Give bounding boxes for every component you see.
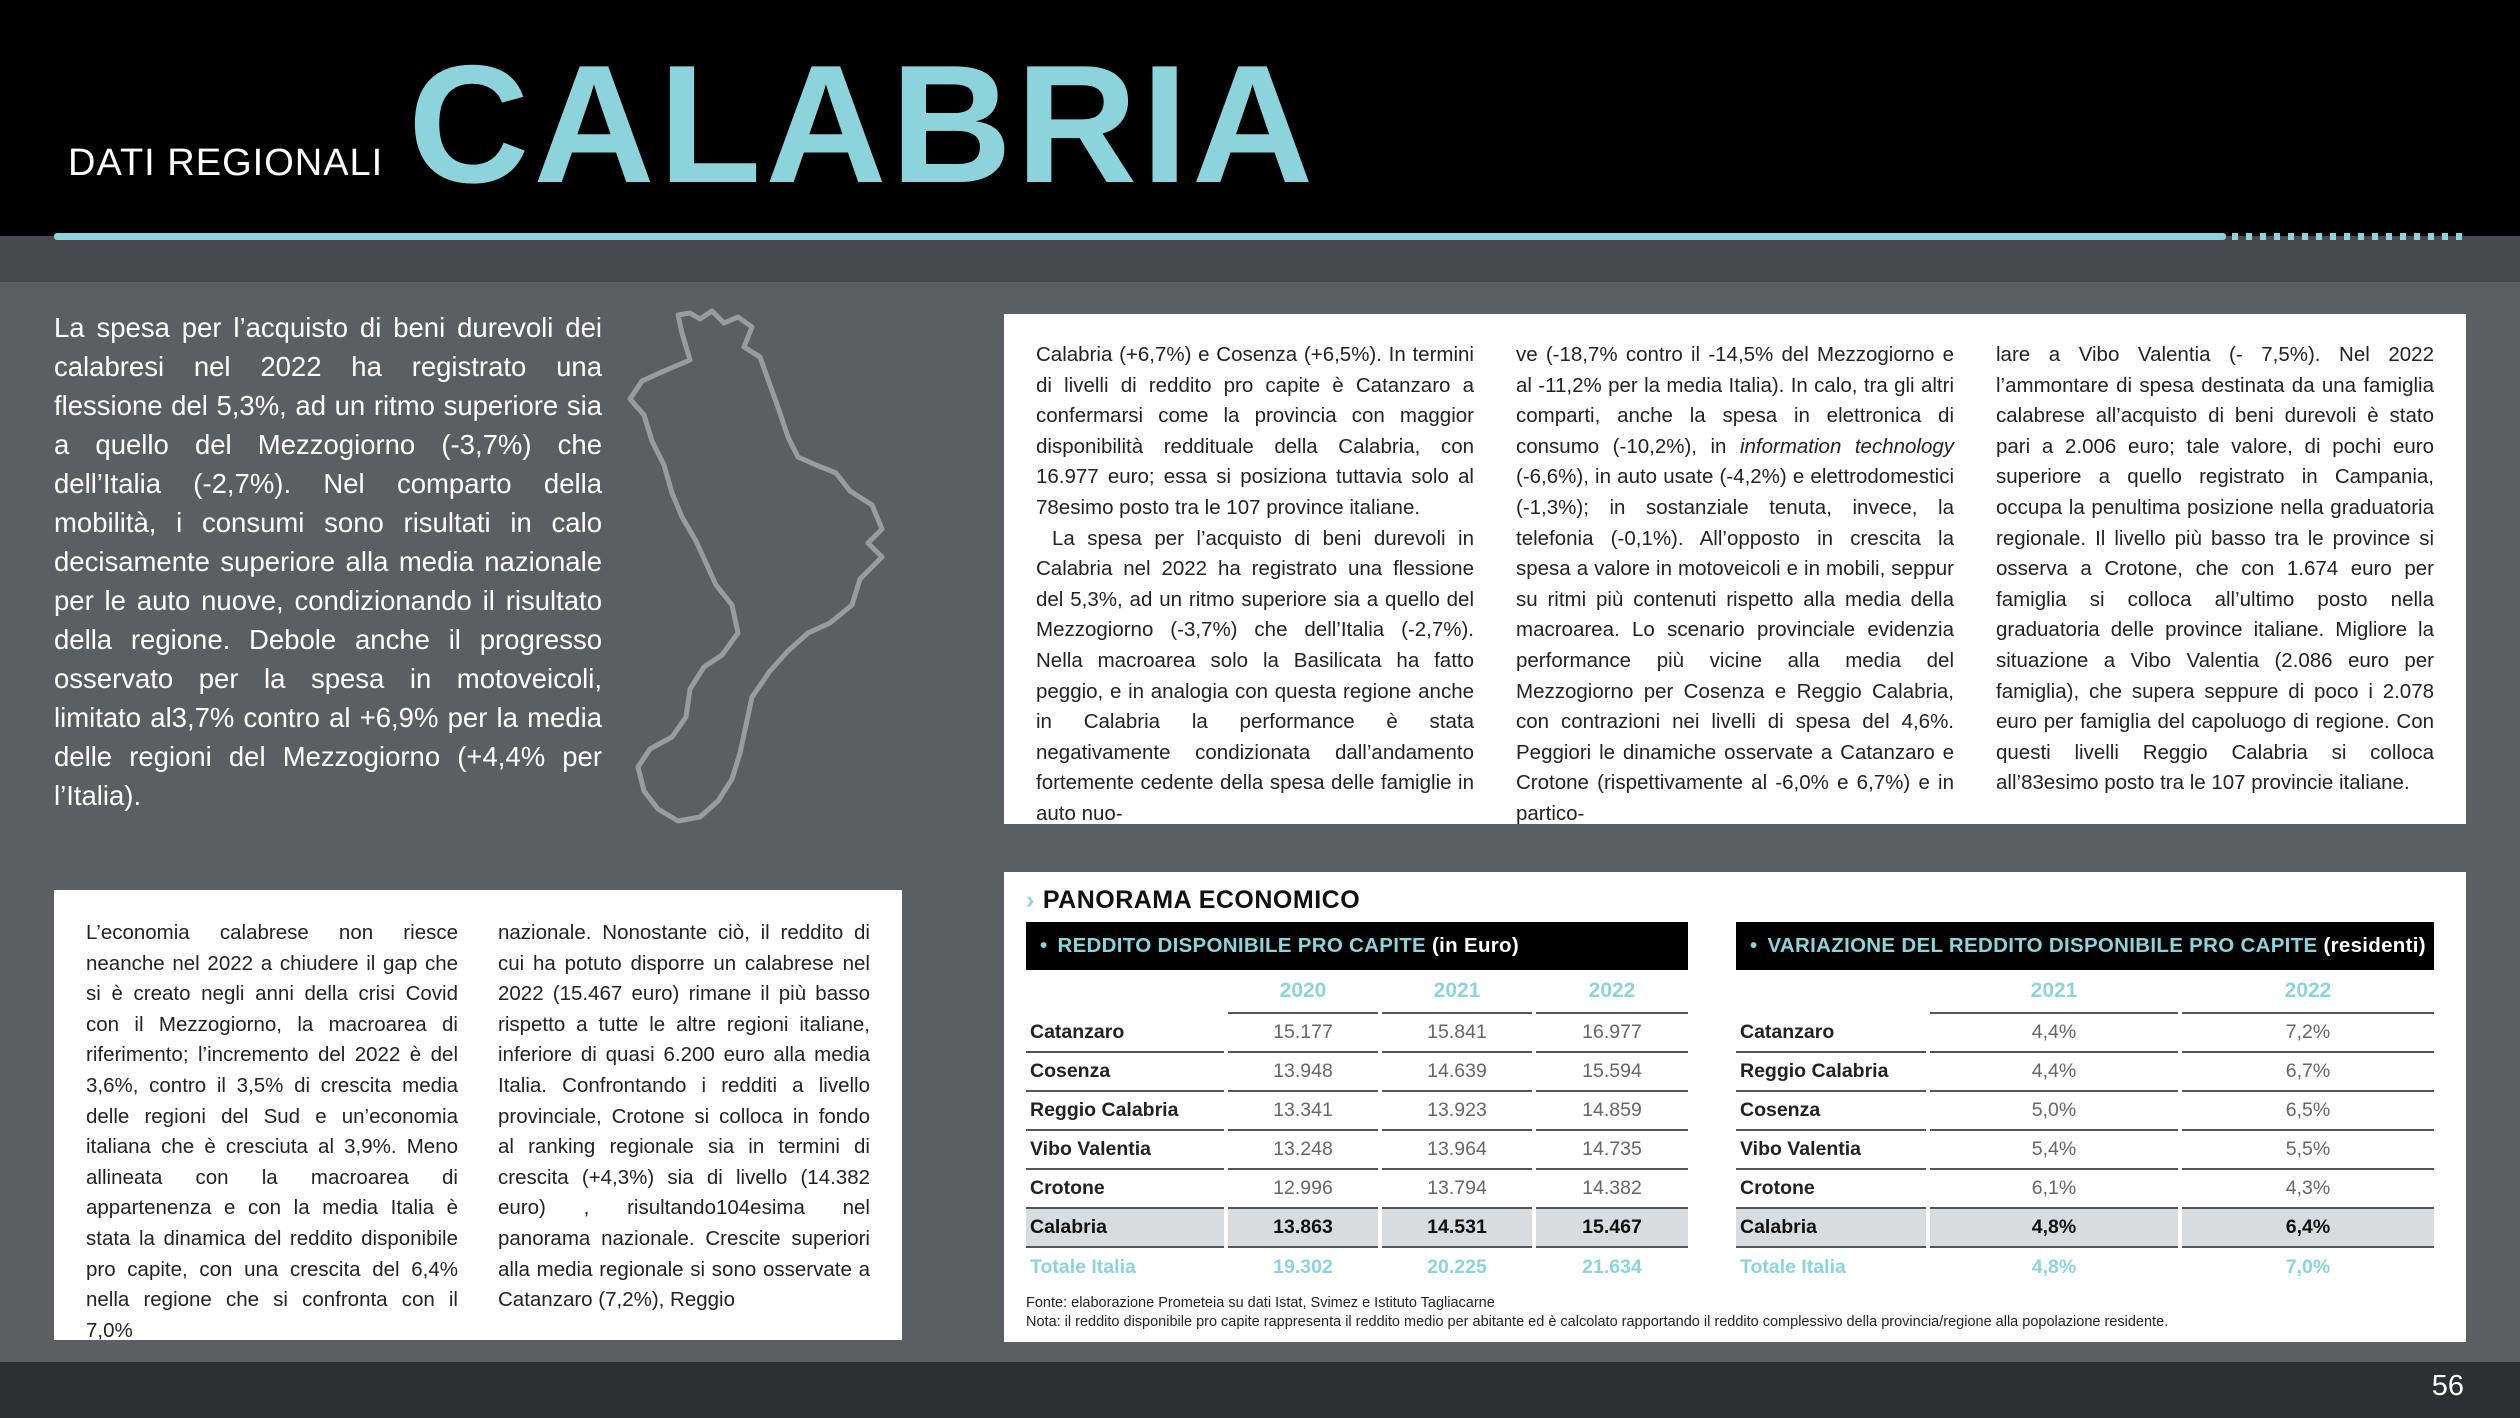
- accent-dots: [2232, 233, 2468, 240]
- article-panel-top: [1004, 314, 2466, 824]
- footer-bar: [0, 1362, 2520, 1418]
- table-row: Cosenza 13.948 14.639 15.594: [1026, 1053, 1688, 1092]
- table-row-total: Totale Italia 4,8% 7,0%: [1740, 1256, 2331, 1278]
- bullet-icon: •: [1750, 934, 1758, 957]
- article-paragraph: Calabria (+6,7%) e Cosenza (+6,5%). In termini di livelli di reddito pro capite è Catanzaro a confermarsi come la provincia con maggior disponibilità reddituale della Calabria, con 16.977 euro; essa si posiziona tuttavia solo al 78esimo posto tra le 107 province italiane.: [1036, 343, 1474, 519]
- article-column-2: nazionale. Nonostante ciò, il reddito di cui ha potuto disporre un calabrese nel 2022 (15.467 euro) rimane il più basso rispetto a tutte le altre regioni italiane, inferiore di quasi 6.200 euro alla media Italia. Confrontando i redditi a livello provinciale, Crotone si colloca in fondo al ranking regionale sia in termini di crescita (+4,3%) sia di livello (14.382 euro) , risultando104esima nel panorama nazionale. Crescite superiori alla media regionale si sono osservate a Catanzaro (7,2%), Reggio: [498, 921, 870, 1312]
- table-row: Catanzaro 4,4% 7,2%: [1736, 1014, 2434, 1053]
- article-column-3: [1996, 340, 2434, 830]
- page-number: 56: [2431, 1370, 2464, 1402]
- variazione-table-header: • VARIAZIONE DEL REDDITO DISPONIBILE PRO CAPITE (residenti): [1736, 922, 2434, 970]
- table-row: Vibo Valentia 5,4% 5,5%: [1736, 1131, 2434, 1170]
- table-row: Cosenza 5,0% 6,5%: [1736, 1092, 2434, 1131]
- table-notes: [1026, 1294, 2168, 1332]
- article-column-1: L’economia calabrese non riesce neanche nel 2022 a chiudere il gap che si è creato negli anni della crisi Covid con il Mezzogiorno, la macroarea di riferimento; l’incremento del 2022 è del 3,6%, contro il 3,5% di crescita media delle regioni del Sud e un’economia italiana che è cresciuta al 3,9%. Meno allineata con la macroarea di appartenenza e con la media Italia è stata la dinamica del reddito disponibile pro capite, con una crescita del 6,4% nella regione che si confronta con il 7,0%: [86, 921, 458, 1342]
- section-label: DATI REGIONALI: [68, 142, 384, 184]
- article-column-1: [1036, 340, 1474, 830]
- calabria-map-icon: [620, 305, 910, 825]
- year-header: 2022: [1536, 970, 1688, 1014]
- method-note: Nota: il reddito disponibile pro capite rappresenta il reddito medio per abitante ed è calcolato rapportando il reddito complessivo della provincia/regione alla popolazione residente.: [1026, 1314, 2169, 1330]
- arrow-icon: ›: [1026, 886, 1035, 914]
- article-paragraph: La spesa per l’acquisto di beni durevoli in Calabria nel 2022 ha registrato una flessione del 5,3%, ad un ritmo superiore sia a quello del Mezzogiorno (-3,7%) che dell’Italia (-2,7%). Nella macroarea solo la Basilicata ha fatto peggio, e in analogia con questa regione anche in Calabria la performance è stata negativamente condizionata dall’andamento fortemente cedente della spesa delle famiglie in auto nuo-: [1036, 526, 1474, 825]
- source-note: Fonte: elaborazione Prometeia su dati Istat, Svimez e Istituto Tagliacarne: [1026, 1295, 1495, 1311]
- table-row: Crotone 12.996 13.794 14.382: [1026, 1170, 1688, 1209]
- year-header: 2021: [1382, 970, 1532, 1014]
- table-row: Catanzaro 15.177 15.841 16.977: [1026, 1014, 1688, 1053]
- bullet-icon: •: [1040, 934, 1048, 957]
- article-panel-bottom: [54, 890, 902, 1340]
- intro-text: La spesa per l’acquisto di beni durevoli dei calabresi nel 2022 ha registrato una flessione del 5,3%, ad un ritmo superiore sia a quello del Mezzogiorno (-3,7%) che dell’Italia (-2,7%). Nel comparto della mobilità, i consumi sono risultati in calo decisamente superiore alla media nazionale per le auto nuove, condizionando il risultato della regione. Debole anche il progresso osservato per la spesa in motoveicoli, limitato al3,7% contro al +6,9% per la media delle regioni del Mezzogiorno (+4,4% per l’Italia).: [54, 312, 602, 811]
- table-row: Crotone 6,1% 4,3%: [1736, 1170, 2434, 1209]
- panorama-panel: [1004, 872, 2466, 1342]
- accent-line: [54, 233, 2226, 240]
- table-row: Reggio Calabria 13.341 13.923 14.859: [1026, 1092, 1688, 1131]
- article-column-2: [1516, 340, 1954, 830]
- table-row: Vibo Valentia 13.248 13.964 14.735: [1026, 1131, 1688, 1170]
- article-paragraph: ve (-18,7% contro il -14,5% del Mezzogiorno e al -11,2% per la media Italia). In calo, tra gli altri comparti, anche la spesa in elettronica di consumo (-10,2%), in information technology (-6,6%), in auto usate (-4,2%) e elettrodomestici (-1,3%); in sostanziale tenuta, invece, la telefonia (-0,1%). All’opposto in crescita la spesa a valore in motoveicoli e in mobili, seppur su ritmi più contenuti rispetto alla media della macroarea. Lo scenario provinciale evidenzia performance più vicine alla media del Mezzogiorno per Cosenza e Reggio Calabria, con contrazioni nei livelli di spesa del 4,6%. Peggiori le dinamiche osservate a Catanzaro e Crotone (rispettivamente al -6,0% e 6,7%) e in partico-: [1516, 343, 1954, 825]
- article-paragraph: lare a Vibo Valentia (- 7,5%). Nel 2022 l’ammontare di spesa destinata da una famiglia calabrese all’acquisto di beni durevoli è stato pari a 2.006 euro; tale valore, di pochi euro superiore a quello registrato in Campania, occupa la penultima posizione nella graduatoria regionale. Il livello più basso tra le province si osserva a Crotone, che con 1.674 euro per famiglia si colloca all’ultimo posto nella graduatoria delle province italiane. Migliore la situazione a Vibo Valentia (2.086 euro per famiglia), che supera seppure di poco i 2.078 euro per famiglia del capoluogo di regione. Con questi livelli Reggio Calabria si colloca all’83esimo posto tra le 107 provincie italiane.: [1996, 343, 2434, 795]
- table-row: Reggio Calabria 4,4% 6,7%: [1736, 1053, 2434, 1092]
- variazione-table: [1736, 922, 2434, 1287]
- year-header: 2022: [2182, 970, 2434, 1014]
- panorama-title: › PANORAMA ECONOMICO: [1026, 886, 1361, 914]
- reddito-table-header: • REDDITO DISPONIBILE PRO CAPITE (in Euro): [1026, 922, 1688, 970]
- table-row-region: Calabria 4,8% 6,4%: [1736, 1209, 2434, 1248]
- header-band: [0, 236, 2520, 282]
- year-header: 2020: [1228, 970, 1378, 1014]
- year-header: 2021: [1930, 970, 2178, 1014]
- table-row-total: Totale Italia 19.302 20.225 21.634: [1030, 1256, 1642, 1278]
- table-row-region: Calabria 13.863 14.531 15.467: [1026, 1209, 1688, 1248]
- page-title: CALABRIA: [408, 30, 1318, 218]
- reddito-table: [1026, 922, 1688, 1287]
